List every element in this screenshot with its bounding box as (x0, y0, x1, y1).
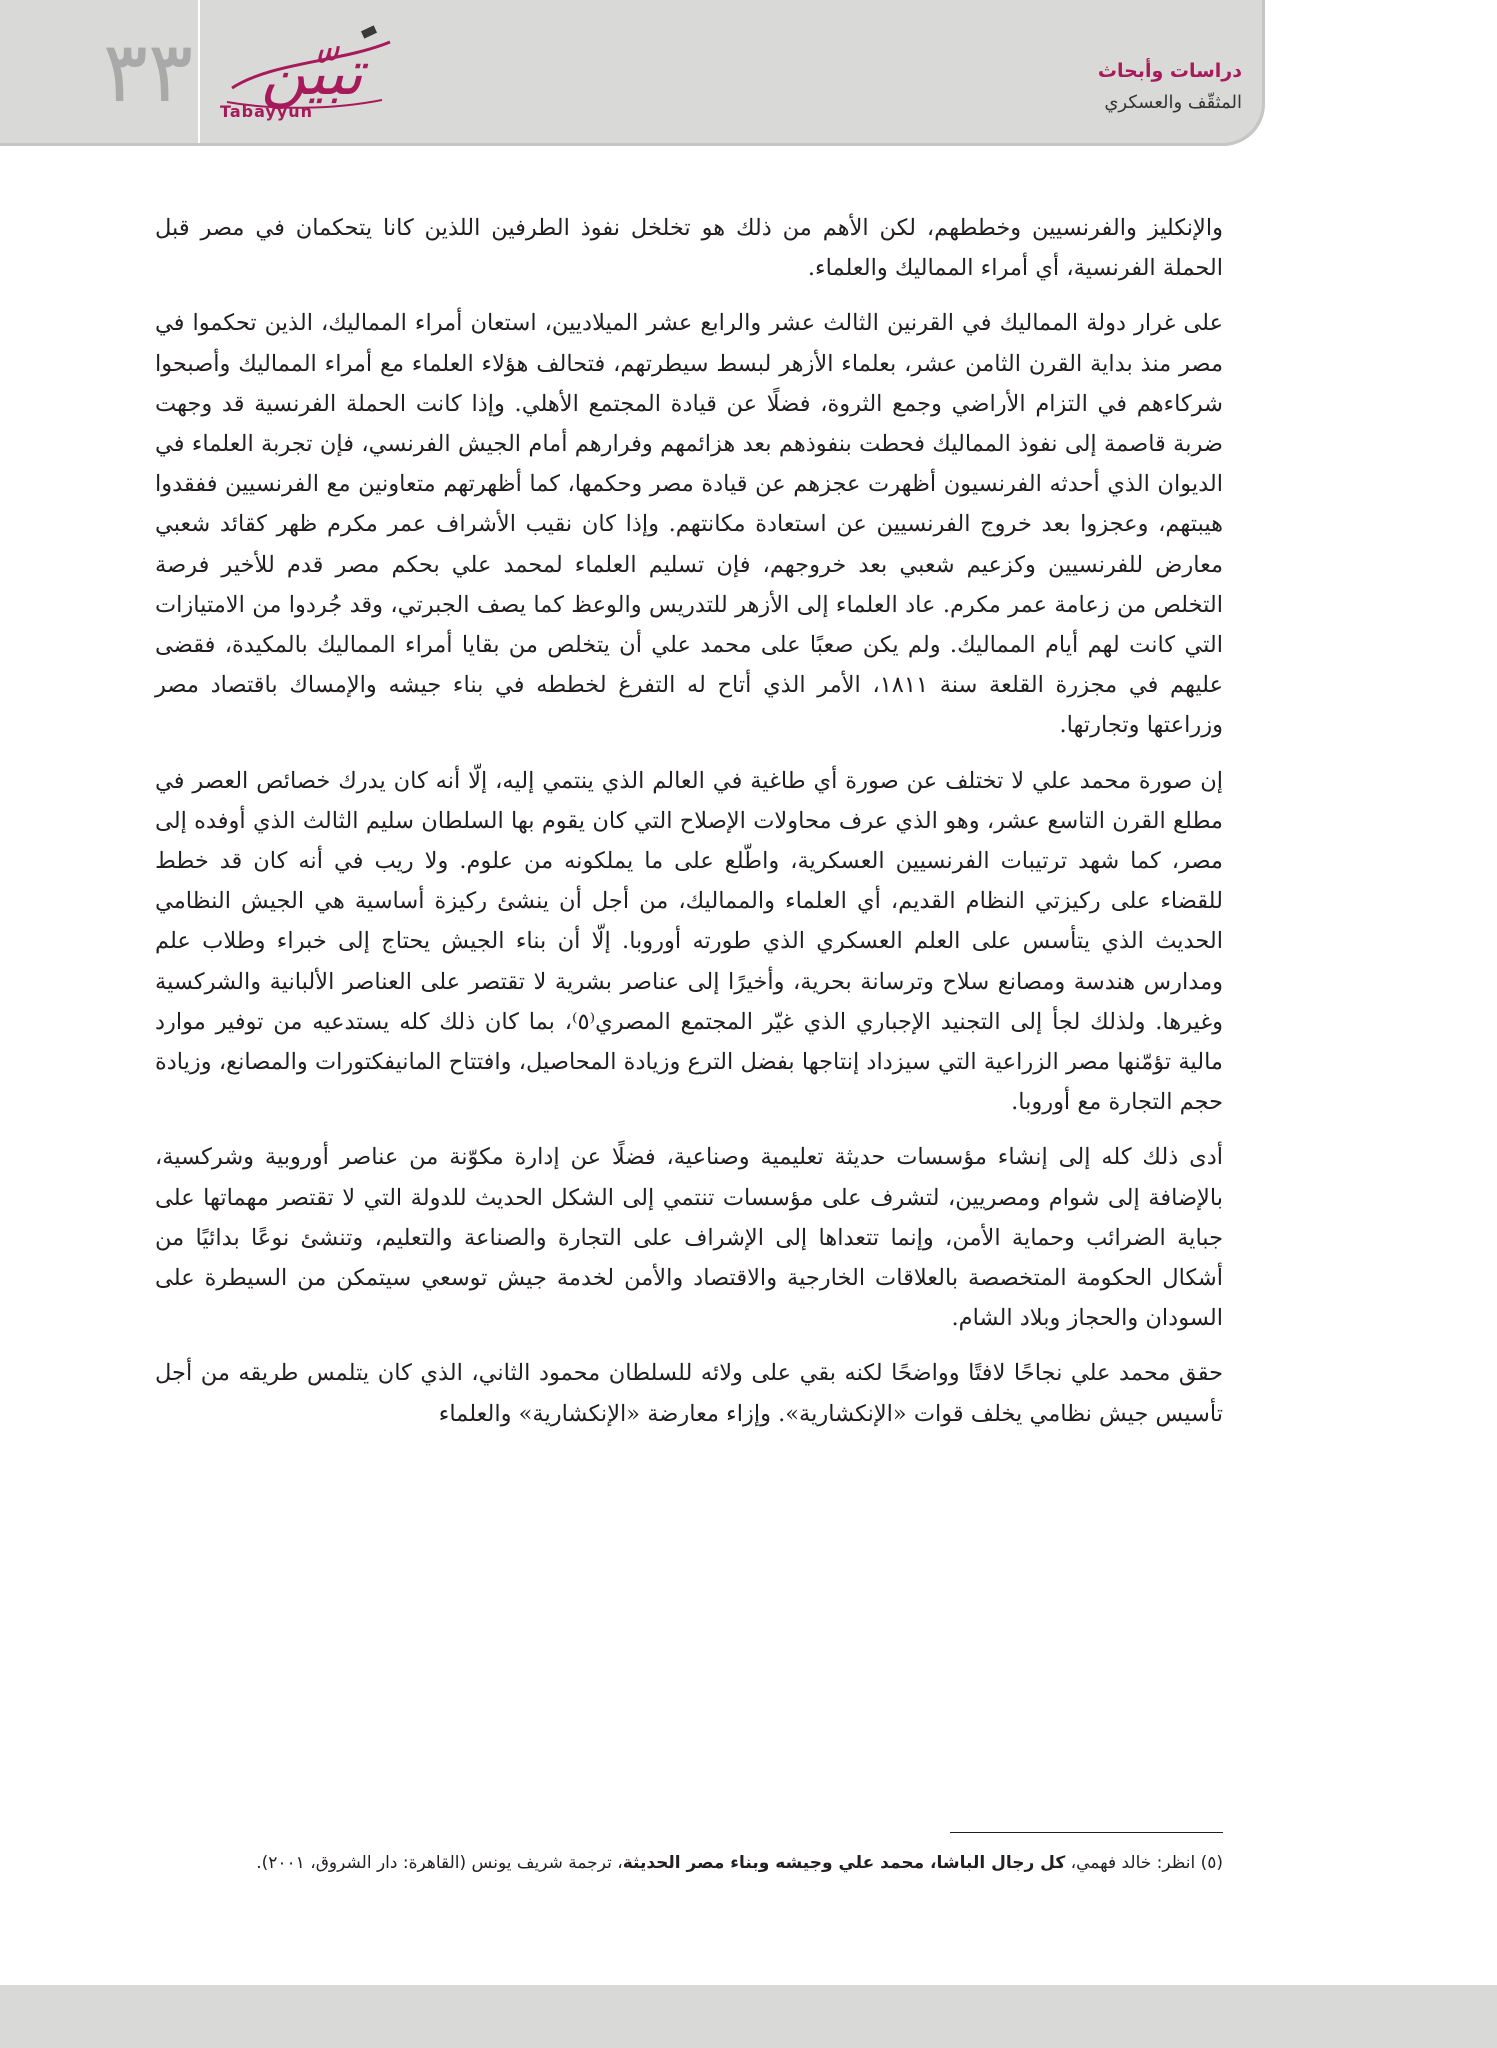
footnote-book-title: كل رجال الباشا، محمد علي وجيشه وبناء مصر الحديثة (622, 1853, 1066, 1873)
page-number: ٣٣ (102, 23, 194, 121)
page-footer-band (0, 1985, 1497, 2048)
footnote-prefix: (٥) انظر: خالد فهمي، (1065, 1853, 1223, 1873)
paragraph: أدى ذلك كله إلى إنشاء مؤسسات حديثة تعليمية وصناعية، فضلًا عن إدارة مكوّنة من عناصر أوروبية وشركسية، بالإضافة إلى شوام ومصريين، لتشرف على مؤسسات تنتمي إلى الشكل الحديث للدولة التي لا تقتصر مهماتها على جباية الضرائب وحماية الأمن، وإنما تتعداها إلى الإشراف على التجارة والصناعة والتعليم، وتنشئ نوعًا بدائيًا من أشكال الحكومة المتخصصة بالعلاقات الخارجية والاقتصاد والأمن لخدمة جيش توسعي سيتمكن من السيطرة على السودان والحجاز وبلاد الشام. (155, 1144, 1223, 1332)
footnote-rule (950, 1832, 1223, 1833)
paragraph: إن صورة محمد علي لا تختلف عن صورة أي طاغية في العالم الذي ينتمي إليه، إلّا أنه كان يدرك خصائص العصر في مطلع القرن التاسع عشر، وهو الذي عرف محاولات الإصلاح التي كان يقوم بها السلطان سليم الثالث الذي أوفده إلى مصر، كما شهد ترتيبات الفرنسيين العسكرية، واطّلع على ما يملكونه من علوم. ولا ريب في أنه كان قد خطط للقضاء على ركيزتي النظام القديم، أي العلماء والمماليك، من أجل أن ينشئ ركيزة أساسية هي الجيش النظامي الحديث الذي يتأسس على العلم العسكري الذي طورته أوروبا. إلّا أن بناء الجيش يحتاج إلى خبراء وطلاب علم ومدارس هندسة ومصانع سلاح وترسانة بحرية، وأخيرًا إلى عناصر بشرية لا تقتصر على العناصر الألبانية والشركسية وغيرها. ولذلك لجأ إلى التجنيد الإجباري الذي غيّر المجتمع المصري⁽٥⁾، بما كان ذلك كله يستدعيه من توفير موارد مالية تؤمّنها مصر الزراعية التي سيزداد إنتاجها بفضل الترع وزيادة المحاصيل، وافتتاح المانيفكتورات والمصانع، وزيادة حجم التجارة مع أوروبا. (155, 767, 1223, 1116)
logo-arabic-text: تبيّن (261, 36, 363, 109)
footnote-suffix: ، ترجمة شريف يونس (القاهرة: دار الشروق، ٢٠٠١). (256, 1853, 623, 1873)
logo-cap-icon (361, 25, 377, 38)
article-body (155, 208, 1223, 1449)
paragraph: على غرار دولة المماليك في القرنين الثالث عشر والرابع عشر الميلاديين، استعان أمراء المماليك، الذين تحكموا في مصر منذ بداية القرن الثامن عشر، بعلماء الأزهر لبسط سيطرتهم، فتحالف هؤلاء العلماء مع أمراء المماليك وأصبحوا شركاءهم في التزام الأراضي وجمع الثروة، فضلًا عن قيادة المجتمع الأهلي. وإذا كانت الحملة الفرنسية قد وجهت ضربة قاصمة إلى نفوذ المماليك فحطت بنفوذهم بعد هزائمهم وفرارهم أمام الجيش الفرنسي، فإن تجربة العلماء في الديوان الذي أحدثه الفرنسيون أظهرت عجزهم عن قيادة مصر وحكمها، كما أظهرتهم متعاونين مع الفرنسيين ففقدوا هيبتهم، وعجزوا بعد خروج الفرنسيين عن استعادة مكانتهم. وإذا كان نقيب الأشراف عمر مكرم ظهر كقائد شعبي معارض للفرنسيين وكزعيم شعبي بعد خروجهم، فإن تسليم العلماء لمحمد علي بحكم مصر قدم للأخير فرصة التخلص من زعامة عمر مكرم. عاد العلماء إلى الأزهر للتدريس والوعظ كما يصف الجبرتي، وقد جُردوا من الامتيازات التي كانت لهم أيام المماليك. ولم يكن صعبًا على محمد علي أن يتخلص من بقايا أمراء المماليك بالمكيدة، فقضى عليهم في مجزرة القلعة سنة ١٨١١، الأمر الذي أتاح له التفرغ لخططه في بناء جيشه والإمساك باقتصاد مصر وزراعتها وتجارتها. (155, 310, 1224, 739)
paragraph: والإنكليز والفرنسيين وخططهم، لكن الأهم من ذلك هو تخلخل نفوذ الطرفين اللذين كانا يتحكمان في مصر قبل الحملة الفرنسية، أي أمراء المماليك والعلماء. (155, 215, 1223, 282)
logo-latin-text: Tabayyun (220, 102, 314, 121)
header-divider (198, 0, 200, 143)
section-title: دراسات وأبحاث (1097, 60, 1242, 82)
footnote (155, 1848, 1223, 1878)
paragraph: حقق محمد علي نجاحًا لافتًا وواضحًا لكنه بقي على ولائه للسلطان محمود الثاني، الذي كان يتلمس طريقه من أجل تأسيس جيش نظامي يخلف قوات «الإنكشارية». وإزاء معارضة «الإنكشارية» والعلماء (155, 1360, 1223, 1427)
article-title: المثقّف والعسكري (1104, 92, 1242, 113)
